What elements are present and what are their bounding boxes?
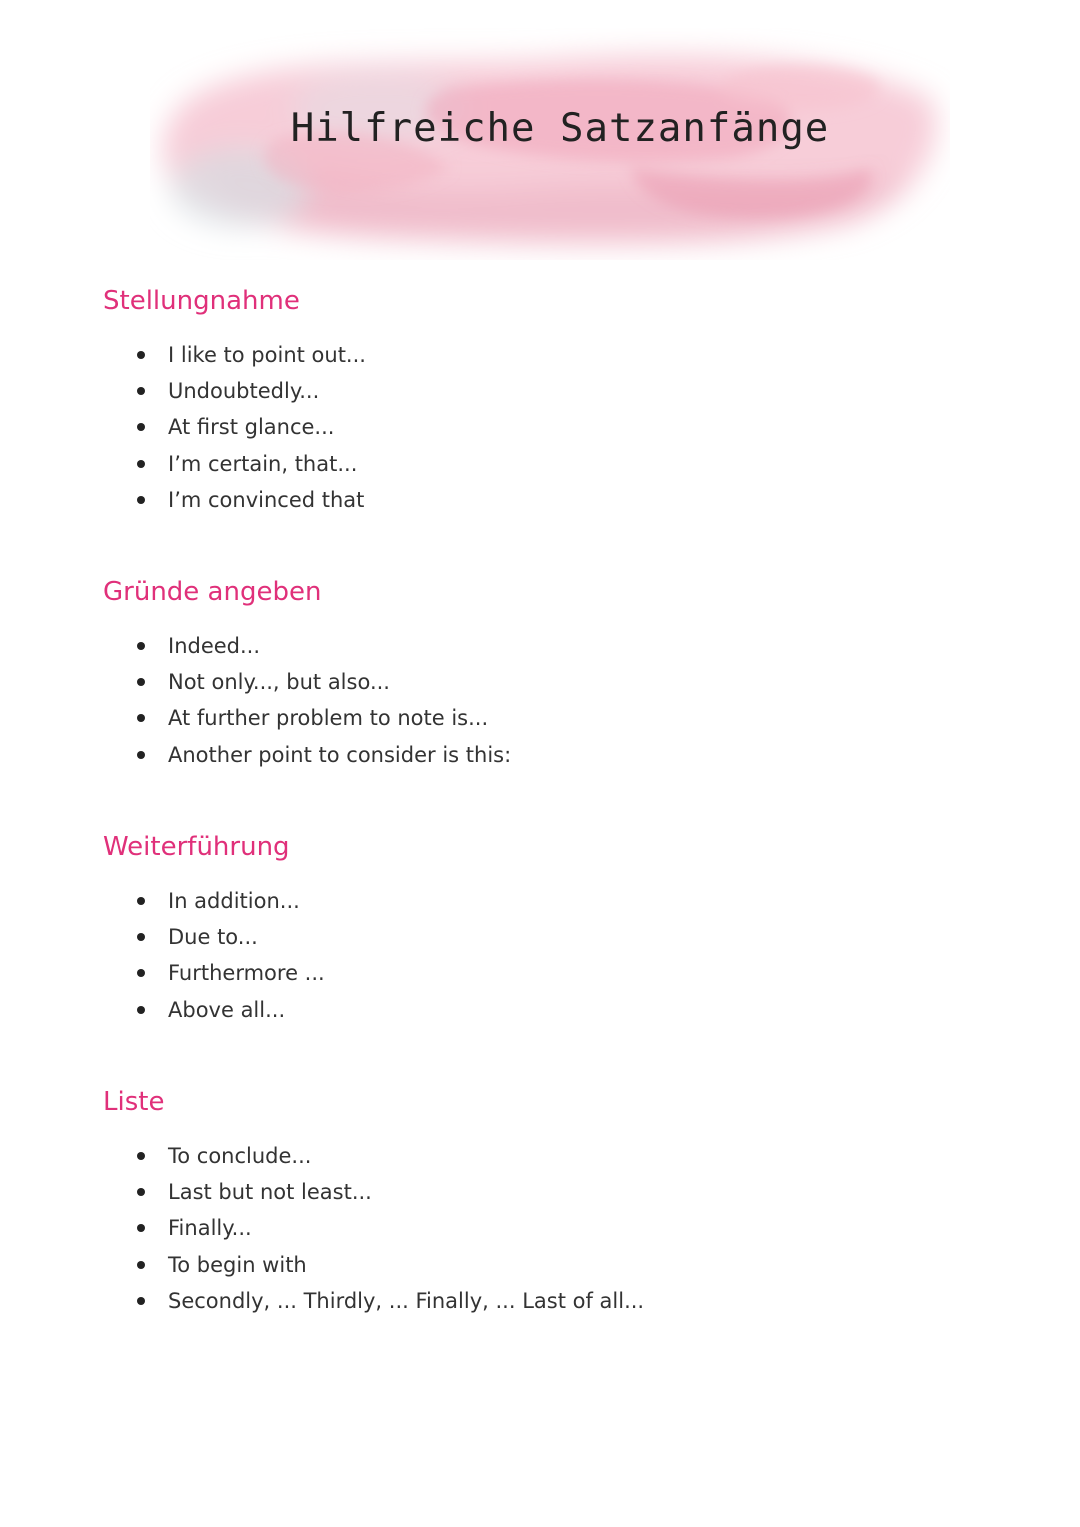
section-stellungnahme	[103, 283, 903, 518]
list-item	[103, 482, 903, 518]
list-item-text: To conclude...	[168, 1144, 312, 1168]
bullet-icon	[137, 969, 145, 977]
list-item	[103, 373, 903, 409]
bullet-icon	[137, 460, 145, 468]
list-item	[103, 700, 903, 736]
list-item	[103, 737, 903, 773]
list-item	[103, 409, 903, 445]
sentence-list	[103, 1138, 903, 1319]
bullet-icon	[137, 1188, 145, 1196]
list-item	[103, 883, 903, 919]
list-item	[103, 628, 903, 664]
bullet-icon	[137, 897, 145, 905]
list-item-text: Not only..., but also...	[168, 670, 390, 695]
list-item-text: Undoubtedly...	[168, 379, 320, 404]
list-item	[103, 446, 903, 482]
bullet-icon	[137, 496, 145, 504]
bullet-icon	[137, 1006, 145, 1014]
section-liste	[103, 1084, 903, 1319]
list-item-text: At further problem to note is...	[168, 706, 489, 731]
bullet-icon	[137, 351, 145, 359]
list-item-text: In addition...	[168, 889, 300, 913]
list-item-text: Furthermore ...	[168, 961, 325, 986]
sentence-list	[103, 628, 903, 773]
list-item	[103, 337, 903, 373]
list-item	[103, 1283, 903, 1319]
list-item-text: I’m certain, that...	[168, 451, 358, 476]
bullet-icon	[137, 642, 145, 650]
list-item-text: Secondly, ... Thirdly, ... Finally, ... Last of all...	[168, 1288, 645, 1313]
bullet-icon	[137, 933, 145, 941]
section-gruende-angeben	[103, 574, 903, 773]
section-heading: Stellungnahme	[103, 286, 300, 316]
section-heading: Liste	[103, 1087, 165, 1117]
list-item-text: Indeed...	[168, 634, 261, 658]
list-item-text: At first glance...	[168, 415, 335, 440]
list-item	[103, 955, 903, 991]
section-heading: Gründe angeben	[103, 577, 322, 607]
bullet-icon	[137, 423, 145, 431]
bullet-icon	[137, 387, 145, 395]
bullet-icon	[137, 714, 145, 722]
bullet-icon	[137, 1224, 145, 1232]
list-item	[103, 1174, 903, 1210]
bullet-icon	[137, 1152, 145, 1160]
list-item-text: Last but not least...	[168, 1180, 372, 1205]
sentence-list	[103, 883, 903, 1028]
list-item	[103, 919, 903, 955]
bullet-icon	[137, 1261, 145, 1269]
list-item-text: Another point to consider is this:	[168, 742, 512, 767]
list-item	[103, 1138, 903, 1174]
section-weiterfuehrung	[103, 829, 903, 1028]
bullet-icon	[137, 751, 145, 759]
list-item-text: Due to...	[168, 925, 258, 950]
list-item	[103, 664, 903, 700]
list-item-text: I’m convinced that	[168, 487, 365, 512]
list-item-text: I like to point out...	[168, 343, 366, 367]
sentence-list	[103, 337, 903, 518]
list-item-text: Above all...	[168, 997, 286, 1022]
list-item-text: Finally...	[168, 1216, 252, 1241]
list-item-text: To begin with	[168, 1252, 307, 1277]
list-item	[103, 1210, 903, 1246]
bullet-icon	[137, 678, 145, 686]
section-heading: Weiterführung	[103, 832, 290, 862]
list-item	[103, 992, 903, 1028]
bullet-icon	[137, 1297, 145, 1305]
page-title: Hilfreiche Satzanfänge	[290, 106, 830, 151]
list-item	[103, 1247, 903, 1283]
